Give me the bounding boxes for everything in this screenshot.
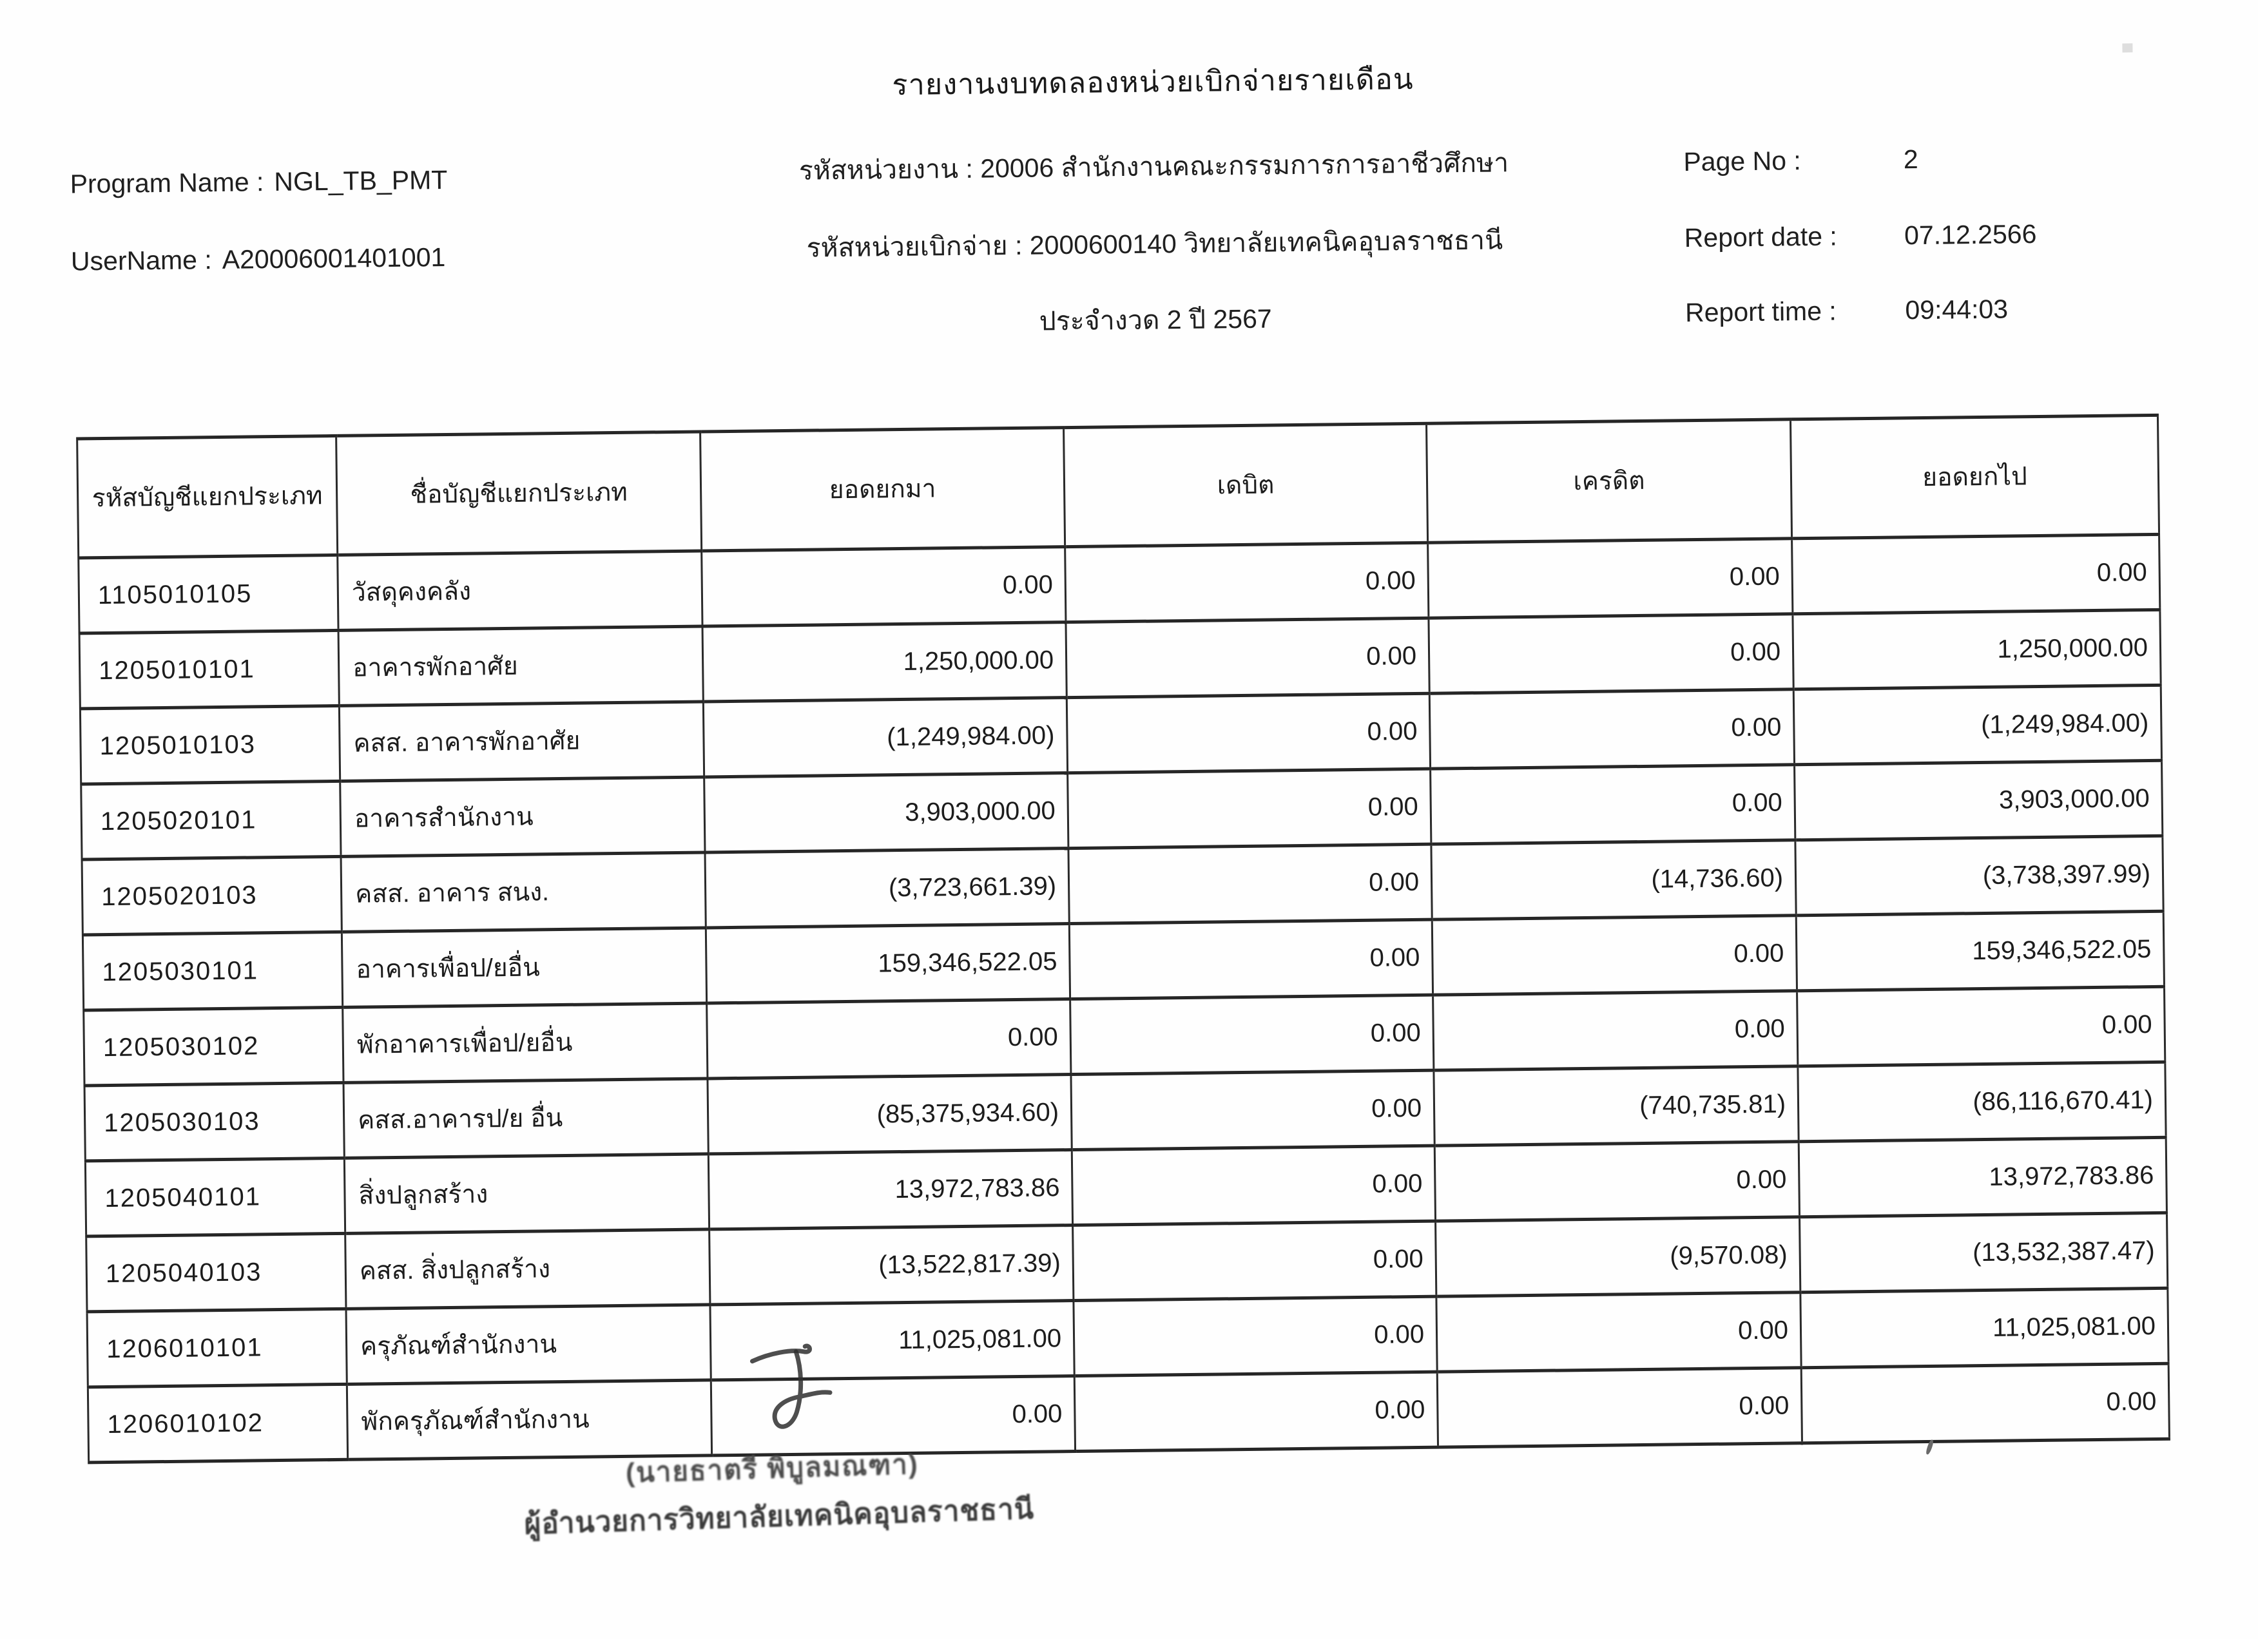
account-code-cell: 1205030103: [84, 1082, 344, 1161]
account-code-cell: 1205040103: [86, 1233, 346, 1312]
credit-cell: 0.00: [1434, 1142, 1799, 1221]
credit-cell: 0.00: [1429, 614, 1793, 693]
column-header-account-name: ชื่อบัญชีแยกประเภท: [336, 432, 702, 555]
account-name-cell: คสส. อาคาร สนง.: [341, 852, 706, 932]
credit-cell: 0.00: [1433, 991, 1798, 1070]
column-header-account-code: รหัสบัญชีแยกประเภท: [77, 436, 338, 558]
opening-balance-cell: 0.00: [702, 547, 1066, 626]
opening-balance-cell: (13,522,817.39): [709, 1225, 1074, 1305]
report-date-line: [1684, 216, 2036, 256]
closing-balance-cell: 0.00: [1792, 534, 2160, 613]
opening-balance-cell: (1,249,984.00): [703, 698, 1067, 777]
account-name-cell: อาคารพักอาศัย: [338, 626, 703, 706]
username-value: A20006001401001: [222, 242, 446, 274]
signatory-title-stamp: ผู้อำนวยการวิทยาลัยเทคนิคอุบลราชธานี: [523, 1493, 1035, 1541]
scan-speck: [2122, 43, 2132, 52]
account-code-cell: 1205010103: [80, 706, 340, 784]
closing-balance-cell: 11,025,081.00: [1800, 1288, 2168, 1367]
account-name-cell: พักครุภัณฑ์สำนักงาน: [347, 1380, 711, 1459]
account-name-cell: วัสดุคงคลัง: [338, 551, 702, 630]
closing-balance-cell: 1,250,000.00: [1793, 610, 2161, 689]
account-code-cell: 1205030101: [82, 932, 342, 1010]
closing-balance-cell: 159,346,522.05: [1796, 911, 2164, 990]
debit-cell: 0.00: [1071, 1070, 1434, 1149]
credit-cell: (9,570.08): [1436, 1217, 1800, 1296]
closing-balance-cell: (13,532,387.47): [1800, 1213, 2168, 1292]
program-name-label: Program Name :: [70, 167, 264, 199]
trial-balance-table: [76, 414, 2170, 1465]
closing-balance-cell: 0.00: [1801, 1363, 2169, 1443]
column-header-debit: เดบิต: [1064, 423, 1428, 546]
column-header-credit: เครดิต: [1427, 419, 1792, 543]
debit-cell: 0.00: [1074, 1296, 1437, 1376]
debit-cell: 0.00: [1066, 618, 1429, 697]
page-no-value: 2: [1903, 144, 1918, 175]
report-date-label: Report date :: [1684, 221, 1838, 253]
credit-cell: (740,735.81): [1434, 1066, 1799, 1146]
username-label: UserName :: [70, 245, 212, 276]
column-header-closing-balance: ยอดยกไป: [1790, 415, 2159, 538]
report-time-label: Report time :: [1684, 296, 1837, 328]
account-name-cell: พักอาคารเพื่อป/ยอื่น: [343, 1003, 708, 1082]
opening-balance-cell: (3,723,661.39): [705, 849, 1069, 928]
signatory-name-stamp: (นายธาตรี พิบูลมณฑา): [625, 1448, 920, 1488]
account-code-cell: 1205030102: [84, 1007, 343, 1086]
account-code-cell: 1206010102: [88, 1384, 347, 1463]
period-line: ประจำงวด 2 ปี 2567: [1039, 303, 1272, 336]
account-code-cell: 1205020101: [81, 781, 341, 860]
account-code-cell: 1105010105: [79, 555, 338, 633]
debit-cell: 0.00: [1069, 919, 1433, 999]
account-name-cell: คสส. สิ่งปลูกสร้าง: [345, 1229, 710, 1309]
debit-cell: 0.00: [1070, 995, 1434, 1074]
account-code-cell: 1205040101: [85, 1158, 345, 1236]
opening-balance-cell: 0.00: [707, 999, 1071, 1079]
report-title: รายงานงบทดลองหน่วยเบิกจ่ายรายเดือน: [892, 62, 1414, 102]
page-no-label: Page No :: [1683, 146, 1802, 177]
closing-balance-cell: 0.00: [1797, 986, 2165, 1066]
credit-cell: 0.00: [1437, 1368, 1802, 1447]
credit-cell: (14,736.60): [1431, 840, 1796, 919]
debit-cell: 0.00: [1068, 769, 1431, 848]
opening-balance-cell: 13,972,783.86: [708, 1150, 1072, 1229]
closing-balance-cell: 3,903,000.00: [1795, 760, 2163, 840]
account-code-cell: 1205010101: [79, 630, 339, 709]
debit-cell: 0.00: [1074, 1372, 1438, 1451]
credit-cell: 0.00: [1436, 1292, 1801, 1372]
handwritten-signature-mark: [734, 1329, 871, 1453]
opening-balance-cell: 11,025,081.00: [710, 1301, 1074, 1380]
closing-balance-cell: (3,738,397.99): [1795, 836, 2163, 915]
column-header-opening-balance: ยอดยกมา: [700, 428, 1065, 551]
table-body: [79, 534, 2170, 1463]
opening-balance-cell: 0.00: [711, 1376, 1075, 1455]
report-time-value: 09:44:03: [1905, 294, 2009, 325]
credit-cell: 0.00: [1432, 916, 1797, 995]
opening-balance-cell: 1,250,000.00: [702, 622, 1066, 702]
account-code-cell: 1206010101: [87, 1309, 347, 1387]
page-no-line: [1683, 142, 1918, 180]
table-header-row: [77, 415, 2159, 558]
account-name-cell: คสส. อาคารพักอาศัย: [339, 702, 704, 781]
report-time-line: [1685, 291, 2009, 331]
debit-cell: 0.00: [1073, 1221, 1436, 1300]
disbursement-unit-line: รหัสหน่วยเบิกจ่าย : 2000600140 วิทยาลัยเทคนิคอุบลราชธานี: [806, 225, 1503, 263]
account-name-cell: คสส.อาคารป/ย อื่น: [343, 1079, 708, 1158]
account-name-cell: อาคารเพื่อป/ยอื่น: [342, 928, 706, 1007]
account-name-cell: ครุภัณฑ์สำนักงาน: [346, 1305, 711, 1384]
debit-cell: 0.00: [1068, 844, 1432, 923]
report-date-value: 07.12.2566: [1904, 218, 2037, 251]
opening-balance-cell: (85,375,934.60): [708, 1075, 1072, 1154]
opening-balance-cell: 159,346,522.05: [706, 924, 1070, 1003]
debit-cell: 0.00: [1066, 693, 1430, 773]
closing-balance-cell: (1,249,984.00): [1793, 685, 2161, 764]
debit-cell: 0.00: [1072, 1146, 1435, 1225]
account-name-cell: อาคารสำนักงาน: [340, 777, 705, 856]
opening-balance-cell: 3,903,000.00: [704, 773, 1068, 852]
program-name-value: NGL_TB_PMT: [274, 164, 448, 197]
agency-code-line: รหัสหน่วยงาน : 20006 สำนักงานคณะกรรมการการอาชีวศึกษา: [798, 148, 1509, 186]
debit-cell: 0.00: [1065, 543, 1429, 622]
closing-balance-cell: (86,116,670.41): [1798, 1062, 2166, 1141]
credit-cell: 0.00: [1431, 765, 1795, 844]
credit-cell: 0.00: [1428, 539, 1793, 618]
closing-balance-cell: 13,972,783.86: [1799, 1137, 2166, 1216]
credit-cell: 0.00: [1429, 689, 1794, 769]
account-name-cell: สิ่งปลูกสร้าง: [344, 1154, 709, 1233]
account-code-cell: 1205020103: [82, 856, 342, 935]
